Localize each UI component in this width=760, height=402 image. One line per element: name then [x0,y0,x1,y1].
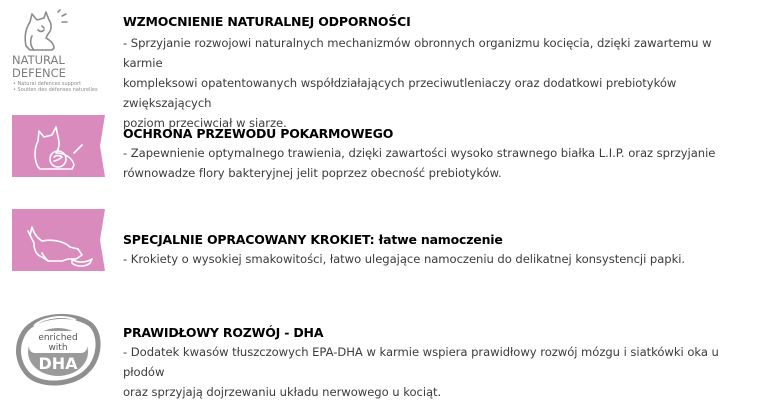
feature-digestive [0,108,760,188]
feature-title-main: SPECJALNIE OPRACOWANY KROKIET: [123,232,375,247]
feature-dha [0,300,760,400]
natural-defence-icon [12,6,105,98]
feature-title: OCHRONA PRZEWODU POKARMOWEGO [123,126,394,141]
feature-description [123,249,753,269]
digestive-cat-flag-icon [12,115,105,177]
kitten-bowl-flag-icon [12,209,105,271]
with-label: with [48,343,68,353]
feature-natural-defence [0,0,760,130]
kibble-icon [12,209,105,271]
feature-title-suffix: łatwe namoczenie [378,232,503,247]
natural-defences-support-label: • Natural defences support [13,81,82,87]
description-line: oraz sprzyjają dojrzewaniu układu nerwowego u kociąt. [123,385,442,399]
dha-label: DHA [38,354,78,373]
feature-title: WZMOCNIENIE NATURALNEJ ODPORNOŚCI [123,14,411,29]
description-line: kompleksowi opatentowanych współdziałających przeciwutleniaczy oraz dodatkowi prebiotyków zwiększających [123,76,677,110]
feature-description [123,143,753,183]
natural-defence-cat-icon [12,6,105,98]
description-line: poziom przeciwciał w siarze. [123,116,287,130]
description-line: - Dodatek kwasów tłuszczowych EPA-DHA w karmie wspiera prawidłowy rozwój mózgu i siatkówki oka u płodów [123,345,719,379]
description-line: równowadze flory bakteryjnej jelit poprzez obecność prebiotyków. [123,166,502,180]
feature-text-kibble [123,231,753,269]
feature-title [123,231,753,249]
description-line: - Zapewnienie optymalnego trawienia, dzięki zawartości wysoko strawnego białka L.I.P. oraz sprzyjanie [123,146,716,160]
feature-description [123,342,753,402]
feature-text-dha [123,324,753,402]
enriched-dha-badge-icon [12,306,105,398]
description-line: - Sprzyjanie rozwojowi naturalnych mechanizmów obronnych organizmu kocięcia, dzięki zawartemu w karmie [123,36,712,70]
feature-kibble [0,202,760,282]
feature-title: PRAWIDŁOWY ROZWÓJ - DHA [123,325,324,340]
enriched-label: enriched [38,333,78,343]
dha-icon [12,306,105,398]
digestive-icon [12,115,105,177]
natural-label: NATURAL [12,53,65,67]
soutien-label: • Soutien des défenses naturelles [13,87,98,93]
description-line: - Krokiety o wysokiej smakowitości, łatwo ulegające namoczeniu do delikatnej konsystencji papki. [123,252,686,266]
feature-text-digestive [123,125,753,183]
defence-label: DEFENCE [12,66,66,80]
